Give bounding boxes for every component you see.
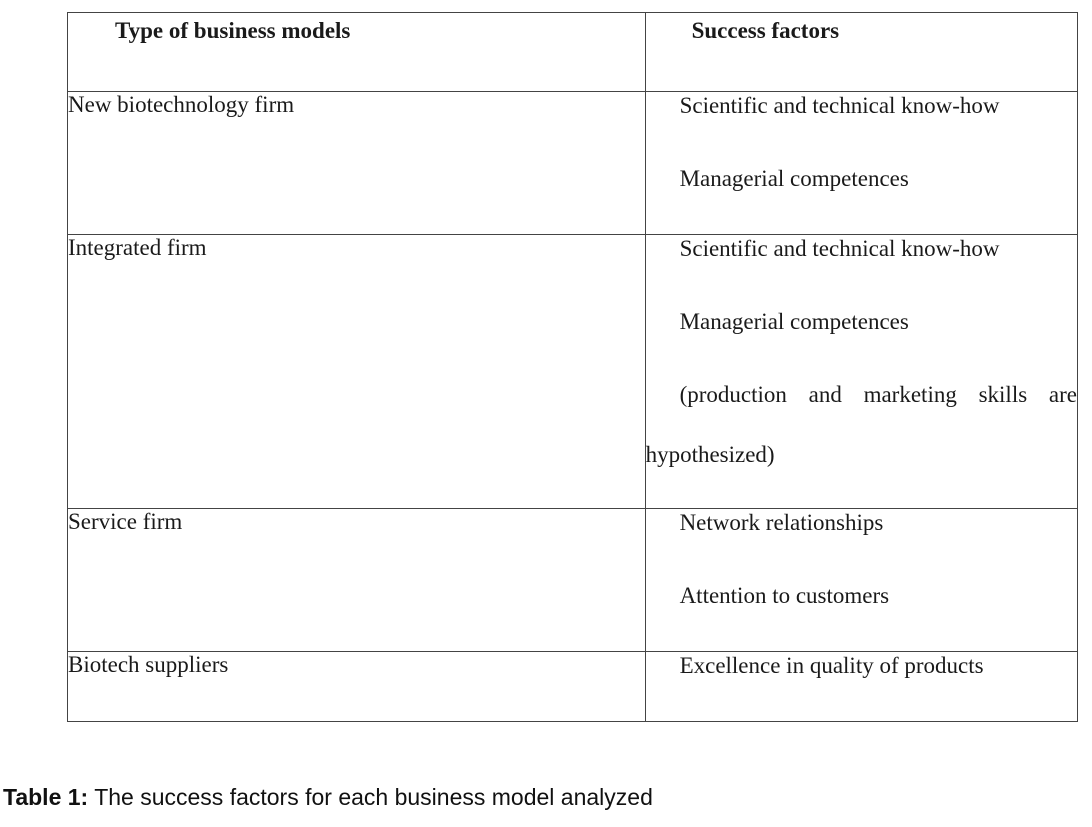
- success-factor: Scientific and technical know-how: [679, 236, 1000, 261]
- success-factors-cell: [645, 92, 1077, 235]
- success-factor: Managerial competences: [679, 166, 909, 191]
- success-factors-table: [67, 12, 1078, 722]
- table-row: [68, 92, 1078, 235]
- header-success-factors: Success factors: [645, 13, 1077, 92]
- business-model-cell: Integrated firm: [68, 235, 646, 509]
- success-factors-cell: [645, 652, 1077, 722]
- caption-label: Table 1:: [3, 784, 89, 810]
- table-row: [68, 652, 1078, 722]
- success-factors-cell: [645, 235, 1077, 509]
- table-row: [68, 235, 1078, 509]
- success-factors-cell: [645, 509, 1077, 652]
- success-factor: Scientific and technical know-how: [679, 93, 1000, 118]
- success-factor: Attention to customers: [679, 583, 890, 608]
- business-model-cell: Service firm: [68, 509, 646, 652]
- table-header-row: [68, 13, 1078, 92]
- header-business-model: Type of business models: [68, 13, 646, 92]
- table-caption: [3, 784, 653, 811]
- success-factor: (production and marketing skills are hypothesized): [645, 382, 1077, 467]
- success-factor: Network relationships: [679, 510, 884, 535]
- caption-text: The success factors for each business model analyzed: [88, 784, 653, 810]
- table-row: [68, 509, 1078, 652]
- business-model-cell: Biotech suppliers: [68, 652, 646, 722]
- success-factor: Excellence in quality of products: [679, 653, 984, 678]
- success-factor: Managerial competences: [679, 309, 909, 334]
- business-model-cell: New biotechnology firm: [68, 92, 646, 235]
